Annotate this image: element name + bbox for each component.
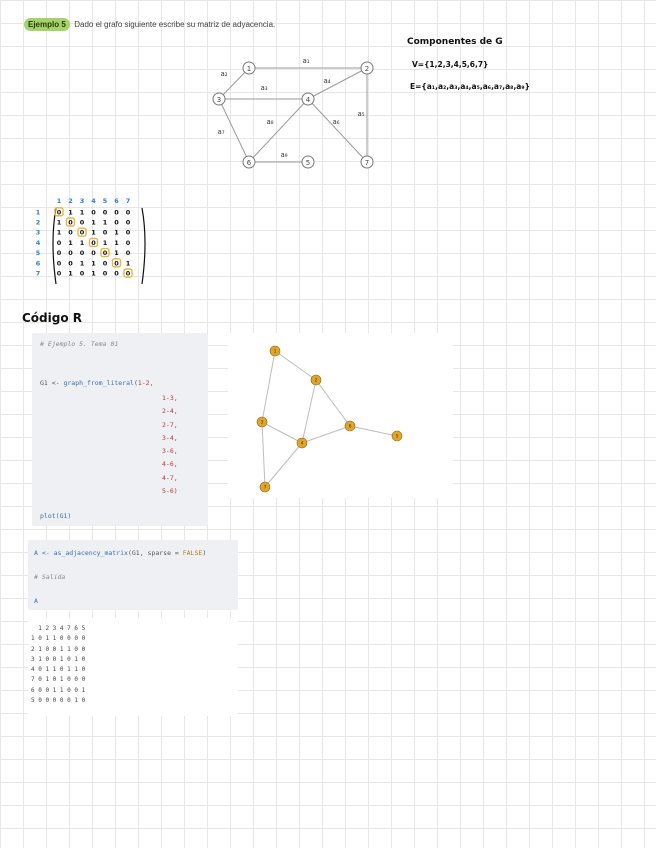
code-plot: plot(G1) [40,512,72,520]
matrix-cell: 0 [125,228,131,237]
matrix-row-header: 1 [35,208,41,217]
matrix-cell: 1 [91,269,96,278]
matrix-col-header: 5 [102,197,108,205]
matrix-cell: 0 [79,249,85,258]
matrix-cell: 0 [114,259,119,268]
node-label: 7 [364,159,370,167]
edge-label: a₉ [280,151,288,159]
matrix-cell: 0 [79,218,85,227]
code-paren: ( [133,379,138,387]
node-label: 6 [246,159,252,167]
matrix-cell: 1 [102,218,108,227]
matrix-cell: 0 [68,249,73,258]
matrix-cell: 1 [91,218,96,227]
matrix-cell: 1 [102,238,108,247]
code-assign: A <- [34,549,54,557]
plot-edge [262,351,275,422]
node-label: 5 [305,159,311,167]
matrix-cell: 0 [91,208,96,217]
matrix-cell: 1 [114,228,119,237]
node-label: 2 [364,65,370,73]
output-block [28,618,238,716]
output-header: 1 2 3 4 7 6 5 [31,625,86,632]
code-args: (G1, sparse = [127,549,183,557]
edge-label: a₃ [260,84,268,92]
matrix-cell: 0 [102,259,108,268]
matrix-cell: 1 [114,238,119,247]
matrix-cell: 1 [79,259,85,268]
matrix-cell: 0 [79,228,85,237]
code-function: graph_from_literal [63,379,134,387]
code-assign: G1 <- [40,379,64,387]
code-paren: ) [202,549,207,557]
plot-node-label: 2 [314,378,318,384]
output-text [31,624,85,706]
matrix-cell: 0 [68,218,73,227]
output-row: 4 0 1 1 0 1 1 0 [31,666,86,674]
matrix-cell: 0 [114,269,119,278]
output-row: 2 1 0 0 1 1 0 0 [31,645,86,653]
plot-node-label: 1 [273,349,277,355]
edge-set: E={a₁,a₂,a₃,a₄,a₅,a₆,a₇,a₈,a₉} [410,82,530,91]
plot-edge [316,380,350,426]
matrix-cell: 1 [125,259,131,268]
matrix-cell: 1 [68,208,73,217]
matrix-cell: 0 [102,269,108,278]
code-comment: # Salida [34,573,66,581]
plot-edge [275,351,316,380]
graph-plot [228,333,453,498]
code-edge: 1-3, [162,394,178,402]
matrix-col-header: 2 [68,197,73,205]
edge-4-7 [308,99,367,162]
matrix-cell: 0 [56,238,62,247]
example-badge: Ejemplo 5 [24,18,70,31]
code-assign-line [40,379,154,387]
plot-node-label: 4 [300,441,304,447]
hand-drawn-graph [200,50,400,175]
matrix-row-header: 7 [35,269,41,278]
code-assign-line [34,549,206,557]
matrix-cell: 0 [56,269,62,278]
edge-label: a₄ [323,77,331,85]
matrix-col-header: 3 [79,197,85,205]
matrix-row-header: 2 [35,218,41,227]
code-edge: 3-6, [162,447,178,456]
matrix-cell: 0 [102,208,108,217]
output-row: 6 0 0 1 1 0 0 1 [31,686,86,694]
plot-edge [262,422,265,487]
edge-label: a₇ [217,128,225,136]
code-comment: # Ejemplo 5. Tema 01 [40,340,119,348]
matrix-cell: 1 [56,228,62,237]
matrix-col-header: 6 [114,197,119,205]
matrix-cell: 1 [114,249,119,258]
matrix-cell: 0 [91,238,96,247]
node-label: 3 [216,96,222,104]
matrix-cell: 0 [114,218,119,227]
matrix-row-header: 3 [35,228,41,237]
output-row: 1 0 1 1 0 0 0 0 [31,635,86,643]
plot-edge [302,426,350,443]
plot-edge [350,426,397,436]
matrix-cell: 0 [56,259,62,268]
matrix-row-header: 4 [35,238,41,247]
matrix-cell: 1 [79,208,85,217]
matrix-cell: 0 [68,228,73,237]
matrix-cell: 1 [56,218,62,227]
example-prompt: Dado el grafo siguiente escribe su matriz de adyacencia. [74,20,276,29]
code-edge: 2-4, [162,407,178,416]
code-edge: 1-2, [137,379,154,387]
section-title: Código R [22,311,83,325]
edge-label: a₂ [220,70,228,78]
matrix-col-header: 4 [91,197,96,205]
output-row: 7 0 1 0 1 0 0 0 [31,676,86,684]
matrix-row-header: 5 [35,249,41,258]
edge-label: a₆ [332,118,340,126]
matrix-cell: 1 [79,238,85,247]
code-edge-list [162,392,178,498]
matrix-row-header: 6 [35,259,41,268]
matrix-right-bracket [142,208,145,284]
matrix-cell: 0 [91,249,96,258]
matrix-col-header: 1 [56,197,62,205]
code-false: FALSE [182,549,203,557]
plot-edge [262,422,302,443]
matrix-cell: 0 [125,269,131,278]
matrix-col-header: 7 [125,197,131,205]
matrix-cell: 0 [79,269,85,278]
code-function: as_adjacency_matrix [53,549,128,557]
adjacency-matrix [30,194,152,289]
code-block-graph [32,333,208,526]
matrix-cell: 0 [125,218,131,227]
edge-label: a₁ [302,57,310,65]
edge-2-4 [308,68,367,99]
code-edge: 4-7, [162,473,178,482]
plot-edge [265,443,302,487]
matrix-left-bracket [53,208,56,284]
matrix-cell: 0 [125,238,131,247]
code-edge: 4-6, [162,460,178,469]
code-edge: 3-4, [162,433,178,442]
code-print: A [34,597,38,605]
edge-4-6 [249,99,308,162]
output-row: 5 0 0 0 0 0 1 0 [31,697,86,705]
plot-node-label: 7 [263,485,267,491]
edge-label: a₈ [266,118,274,126]
output-row: 3 1 0 0 1 0 1 0 [31,655,86,663]
matrix-cell: 0 [102,228,108,237]
matrix-cell: 0 [125,249,131,258]
matrix-cell: 0 [102,249,108,258]
components-title: Componentes de G [407,37,503,47]
example-header [24,14,275,32]
graph-plot-panel [228,333,453,498]
code-edge: 5-6) [162,487,178,496]
plot-node-label: 3 [260,420,264,426]
matrix-cell: 0 [114,208,119,217]
matrix-cell: 1 [91,259,96,268]
matrix-cell: 0 [56,249,62,258]
node-label: 1 [246,65,252,73]
edge-label: a₅ [357,110,365,118]
code-block-matrix [28,540,238,610]
matrix-cell: 0 [68,259,73,268]
matrix-cell: 1 [91,228,96,237]
plot-edge [302,380,316,443]
plot-node-label: 6 [348,424,352,430]
matrix-cell: 0 [56,208,62,217]
matrix-cell: 0 [125,208,131,217]
plot-node-label: 5 [395,434,399,440]
code-edge: 2-7, [162,420,178,429]
vertex-set: V={1,2,3,4,5,6,7} [412,60,489,69]
matrix-cell: 1 [68,238,73,247]
node-label: 4 [305,96,311,104]
matrix-cell: 1 [68,269,73,278]
